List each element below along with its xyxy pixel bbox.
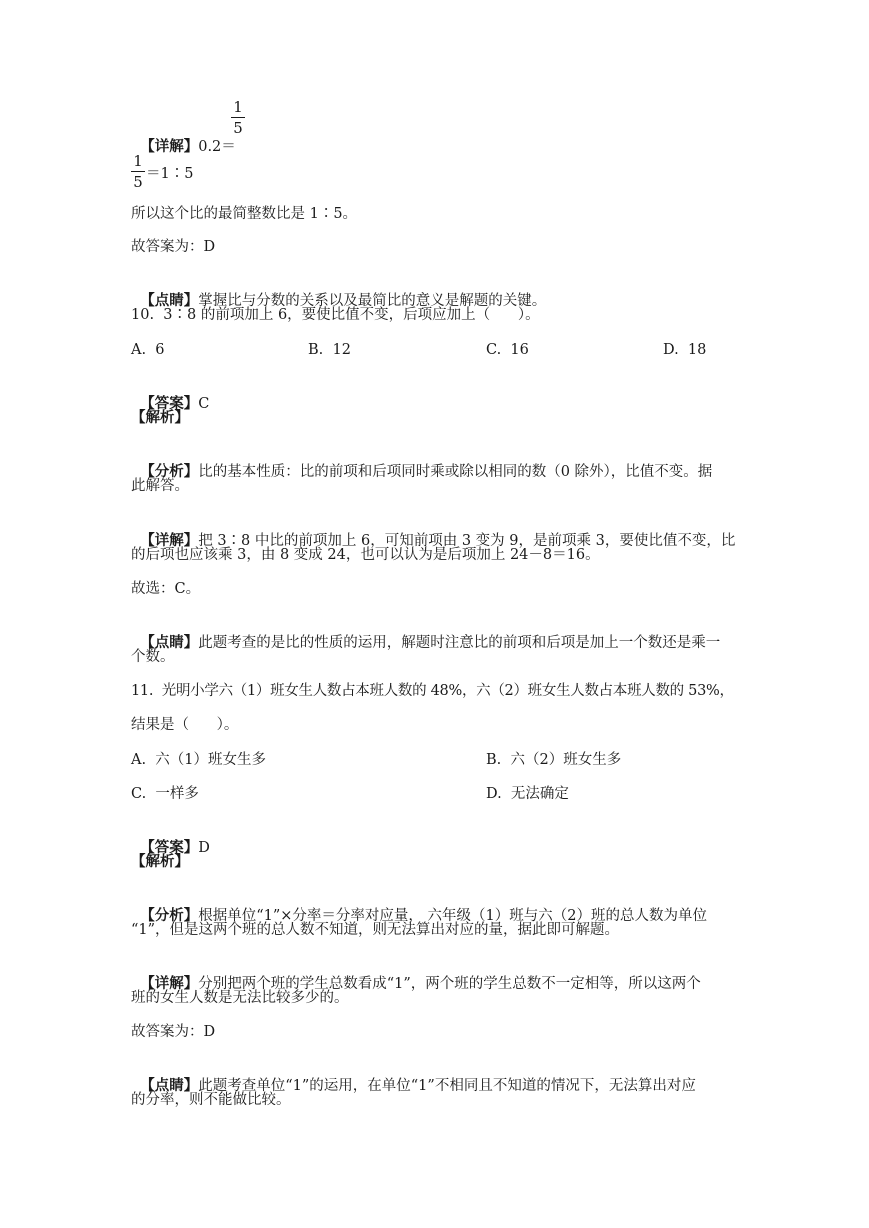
xiangjie-tag: 【详解】	[140, 533, 199, 549]
q10-option-d: D. 18	[663, 342, 707, 358]
q10-option-a: A. 6	[131, 342, 165, 358]
ratio-line: ＝1∶5	[146, 166, 194, 182]
xiangjie-text: 把 3∶8 中比的前项加上 6，可知前项由 3 变为 9，是前项乘 3，要使比值不变，比	[198, 533, 736, 549]
fenxi-tag: 【分析】	[140, 464, 199, 480]
fraction-denominator: 5	[233, 119, 243, 137]
fraction-bar	[131, 171, 145, 172]
q11-option-b: B. 六（2）班女生多	[486, 752, 622, 768]
q11-option-d: D. 无法确定	[486, 786, 569, 802]
q10-dianjing-line-2: 个数。	[131, 649, 175, 665]
q11-option-c: C. 一样多	[131, 786, 199, 802]
q11-analysis-tag: 【解析】	[131, 854, 189, 870]
q10-xiangjie-line-2: 的后项也应该乘 3，由 8 变成 24，也可以认为是后项加上 24－8＝16。	[131, 547, 600, 563]
q10-fenxi-line-1	[131, 442, 712, 482]
dianjing-tag: 【点睛】	[140, 1078, 199, 1094]
q10-dianjing-line-1	[131, 613, 720, 653]
simplest-ratio-line: 所以这个比的最简整数比是 1∶5。	[131, 206, 358, 222]
dianjing-text: 此题考查的是比的性质的运用，解题时注意比的前项和后项是加上一个数还是乘一	[198, 635, 721, 651]
answer-tag: 【答案】	[140, 840, 199, 856]
detail-tag: 【详解】	[140, 139, 199, 155]
fraction-one-fifth-2	[131, 152, 145, 191]
fraction-denominator: 5	[133, 173, 143, 191]
answer-tag: 【答案】	[140, 396, 199, 412]
comment-tag: 【点睛】	[140, 293, 199, 309]
detail-line-1	[131, 117, 236, 157]
q11-fenxi-line-2: “1”，但是这两个班的总人数不知道，则无法算出对应的量，据此即可解题。	[131, 922, 620, 938]
fenxi-tag: 【分析】	[140, 908, 199, 924]
q11-xiangjie-line-2: 班的女生人数是无法比较多少的。	[131, 990, 349, 1006]
q10-option-b: B. 12	[308, 342, 351, 358]
fraction-bar	[231, 117, 245, 118]
dianjing-tag: 【点睛】	[140, 635, 199, 651]
xiangjie-text: 分别把两个班的学生总数看成“1”，两个班的学生总数不一定相等，所以这两个	[198, 976, 701, 992]
fenxi-text: 根据单位“1”×分率＝分率对应量， 六年级（1）班与六（2）班的总人数为单位	[198, 908, 707, 924]
q11-option-a: A. 六（1）班女生多	[131, 752, 267, 768]
detail-expression: 0.2＝	[198, 139, 236, 155]
fraction-numerator: 1	[133, 152, 143, 170]
q11-dianjing-line-2: 的分率，则不能做比较。	[131, 1092, 291, 1108]
xiangjie-tag: 【详解】	[140, 976, 199, 992]
q10-conclusion: 故选：C。	[131, 581, 201, 597]
question-11-stem-line-1: 11. 光明小学六（1）班女生人数占本班人数的 48%，六（2）班女生人数占本班人数的 53%，	[131, 683, 734, 699]
answer-value: C	[198, 396, 210, 412]
dianjing-text: 此题考查单位“1”的运用，在单位“1”不相同且不知道的情况下，无法算出对应	[198, 1078, 696, 1094]
fraction-one-fifth	[231, 98, 245, 137]
q10-fenxi-line-2: 此解答。	[131, 478, 189, 494]
answer-line-1: 故答案为：D	[131, 239, 216, 255]
fraction-numerator: 1	[233, 98, 243, 116]
q10-option-c: C. 16	[486, 342, 529, 358]
q10-analysis-tag: 【解析】	[131, 410, 189, 426]
answer-value: D	[198, 840, 210, 856]
q11-conclusion: 故答案为：D	[131, 1024, 216, 1040]
comment-text: 掌握比与分数的关系以及最简比的意义是解题的关键。	[198, 293, 547, 309]
fenxi-text: 比的基本性质：比的前项和后项同时乘或除以相同的数（0 除外），比值不变。据	[198, 464, 713, 480]
question-10-stem: 10. 3∶8 的前项加上 6，要使比值不变，后项应加上（ ）。	[131, 307, 540, 323]
question-11-stem-line-2: 结果是（ ）。	[131, 717, 239, 733]
